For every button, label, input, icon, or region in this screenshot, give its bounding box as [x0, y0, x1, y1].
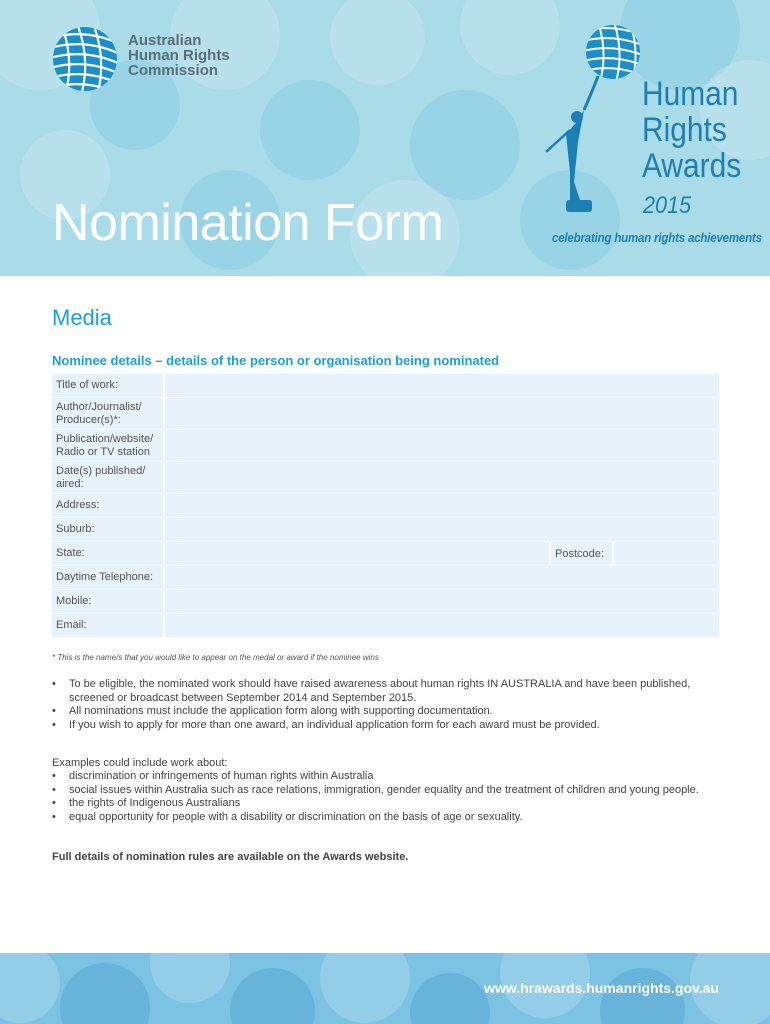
publication-label: Publication/website/ Radio or TV station [52, 430, 165, 462]
header-banner [0, 0, 770, 276]
list-item: • social issues within Australia such as race relations, immigration, gender equality and the treatment of children and young people. [52, 784, 742, 798]
medal-name-footnote: * This is the name/s that you would like to appear on the medal or award if the nominee wins [52, 653, 379, 662]
telephone-field[interactable] [165, 566, 719, 590]
dates-published-label: Date(s) published/ aired: [52, 462, 165, 494]
page-title: Nomination Form [52, 194, 444, 252]
publication-field[interactable] [165, 430, 719, 462]
postcode-field[interactable] [614, 542, 719, 566]
award-name [642, 76, 741, 184]
title-of-work-label: Title of work: [52, 374, 165, 398]
award-name-line2: Rights [642, 111, 727, 149]
nominee-details-heading: Nominee details – details of the person or organisation being nominated [52, 353, 500, 368]
awards-website-link[interactable]: www.hrawards.humanrights.gov.au [484, 980, 719, 996]
award-tagline: celebrating human rights achievements [552, 231, 762, 245]
mobile-label: Mobile: [52, 590, 165, 614]
nominee-details-form [52, 374, 719, 638]
suburb-label: Suburb: [52, 518, 165, 542]
list-item: • To be eligible, the nominated work should have raised awareness about human rights IN AUSTRALIA and have been published, screened or broadcast between September 2014 and September 2015. [52, 678, 732, 705]
title-of-work-field[interactable] [165, 374, 719, 398]
address-field[interactable] [165, 494, 719, 518]
eligibility-rules-list [52, 678, 732, 732]
address-label: Address: [52, 494, 165, 518]
globe-logo-icon [50, 26, 120, 92]
footer-banner [0, 953, 770, 1024]
award-name-line3: Awards [642, 147, 742, 185]
author-label: Author/Journalist/ Producer(s)*: [52, 398, 165, 430]
org-name-line3: Commission [128, 62, 219, 79]
email-label: Email: [52, 614, 165, 638]
postcode-label: Postcode: [549, 542, 614, 566]
full-details-note: Full details of nomination rules are available on the Awards website. [52, 851, 409, 863]
list-item: • If you wish to apply for more than one award, an individual application form for each award must be provided. [52, 719, 732, 733]
examples-list [52, 770, 742, 824]
author-field[interactable] [165, 398, 719, 430]
award-name-line1: Human [642, 75, 739, 113]
suburb-field[interactable] [165, 518, 719, 542]
award-trophy-icon [540, 22, 640, 222]
examples-intro: Examples could include work about: [52, 757, 228, 769]
org-name-line2: Human Rights [128, 47, 230, 64]
list-item: • the rights of Indigenous Australians [52, 797, 742, 811]
org-name-line1: Australian [128, 32, 202, 49]
list-item: • equal opportunity for people with a disability or discrimination on the basis of age or sexuality. [52, 811, 742, 825]
state-field[interactable] [165, 542, 549, 566]
mobile-field[interactable] [165, 590, 719, 614]
section-title: Media [52, 305, 112, 330]
list-item: • discrimination or infringements of human rights within Australia [52, 770, 742, 784]
email-field[interactable] [165, 614, 719, 638]
ahrc-logo [50, 26, 230, 92]
organisation-name [128, 33, 230, 78]
award-year: 2015 [643, 192, 692, 219]
state-label: State: [52, 542, 165, 566]
telephone-label: Daytime Telephone: [52, 566, 165, 590]
dates-published-field[interactable] [165, 462, 719, 494]
list-item: • All nominations must include the application form along with supporting documentation. [52, 705, 732, 719]
